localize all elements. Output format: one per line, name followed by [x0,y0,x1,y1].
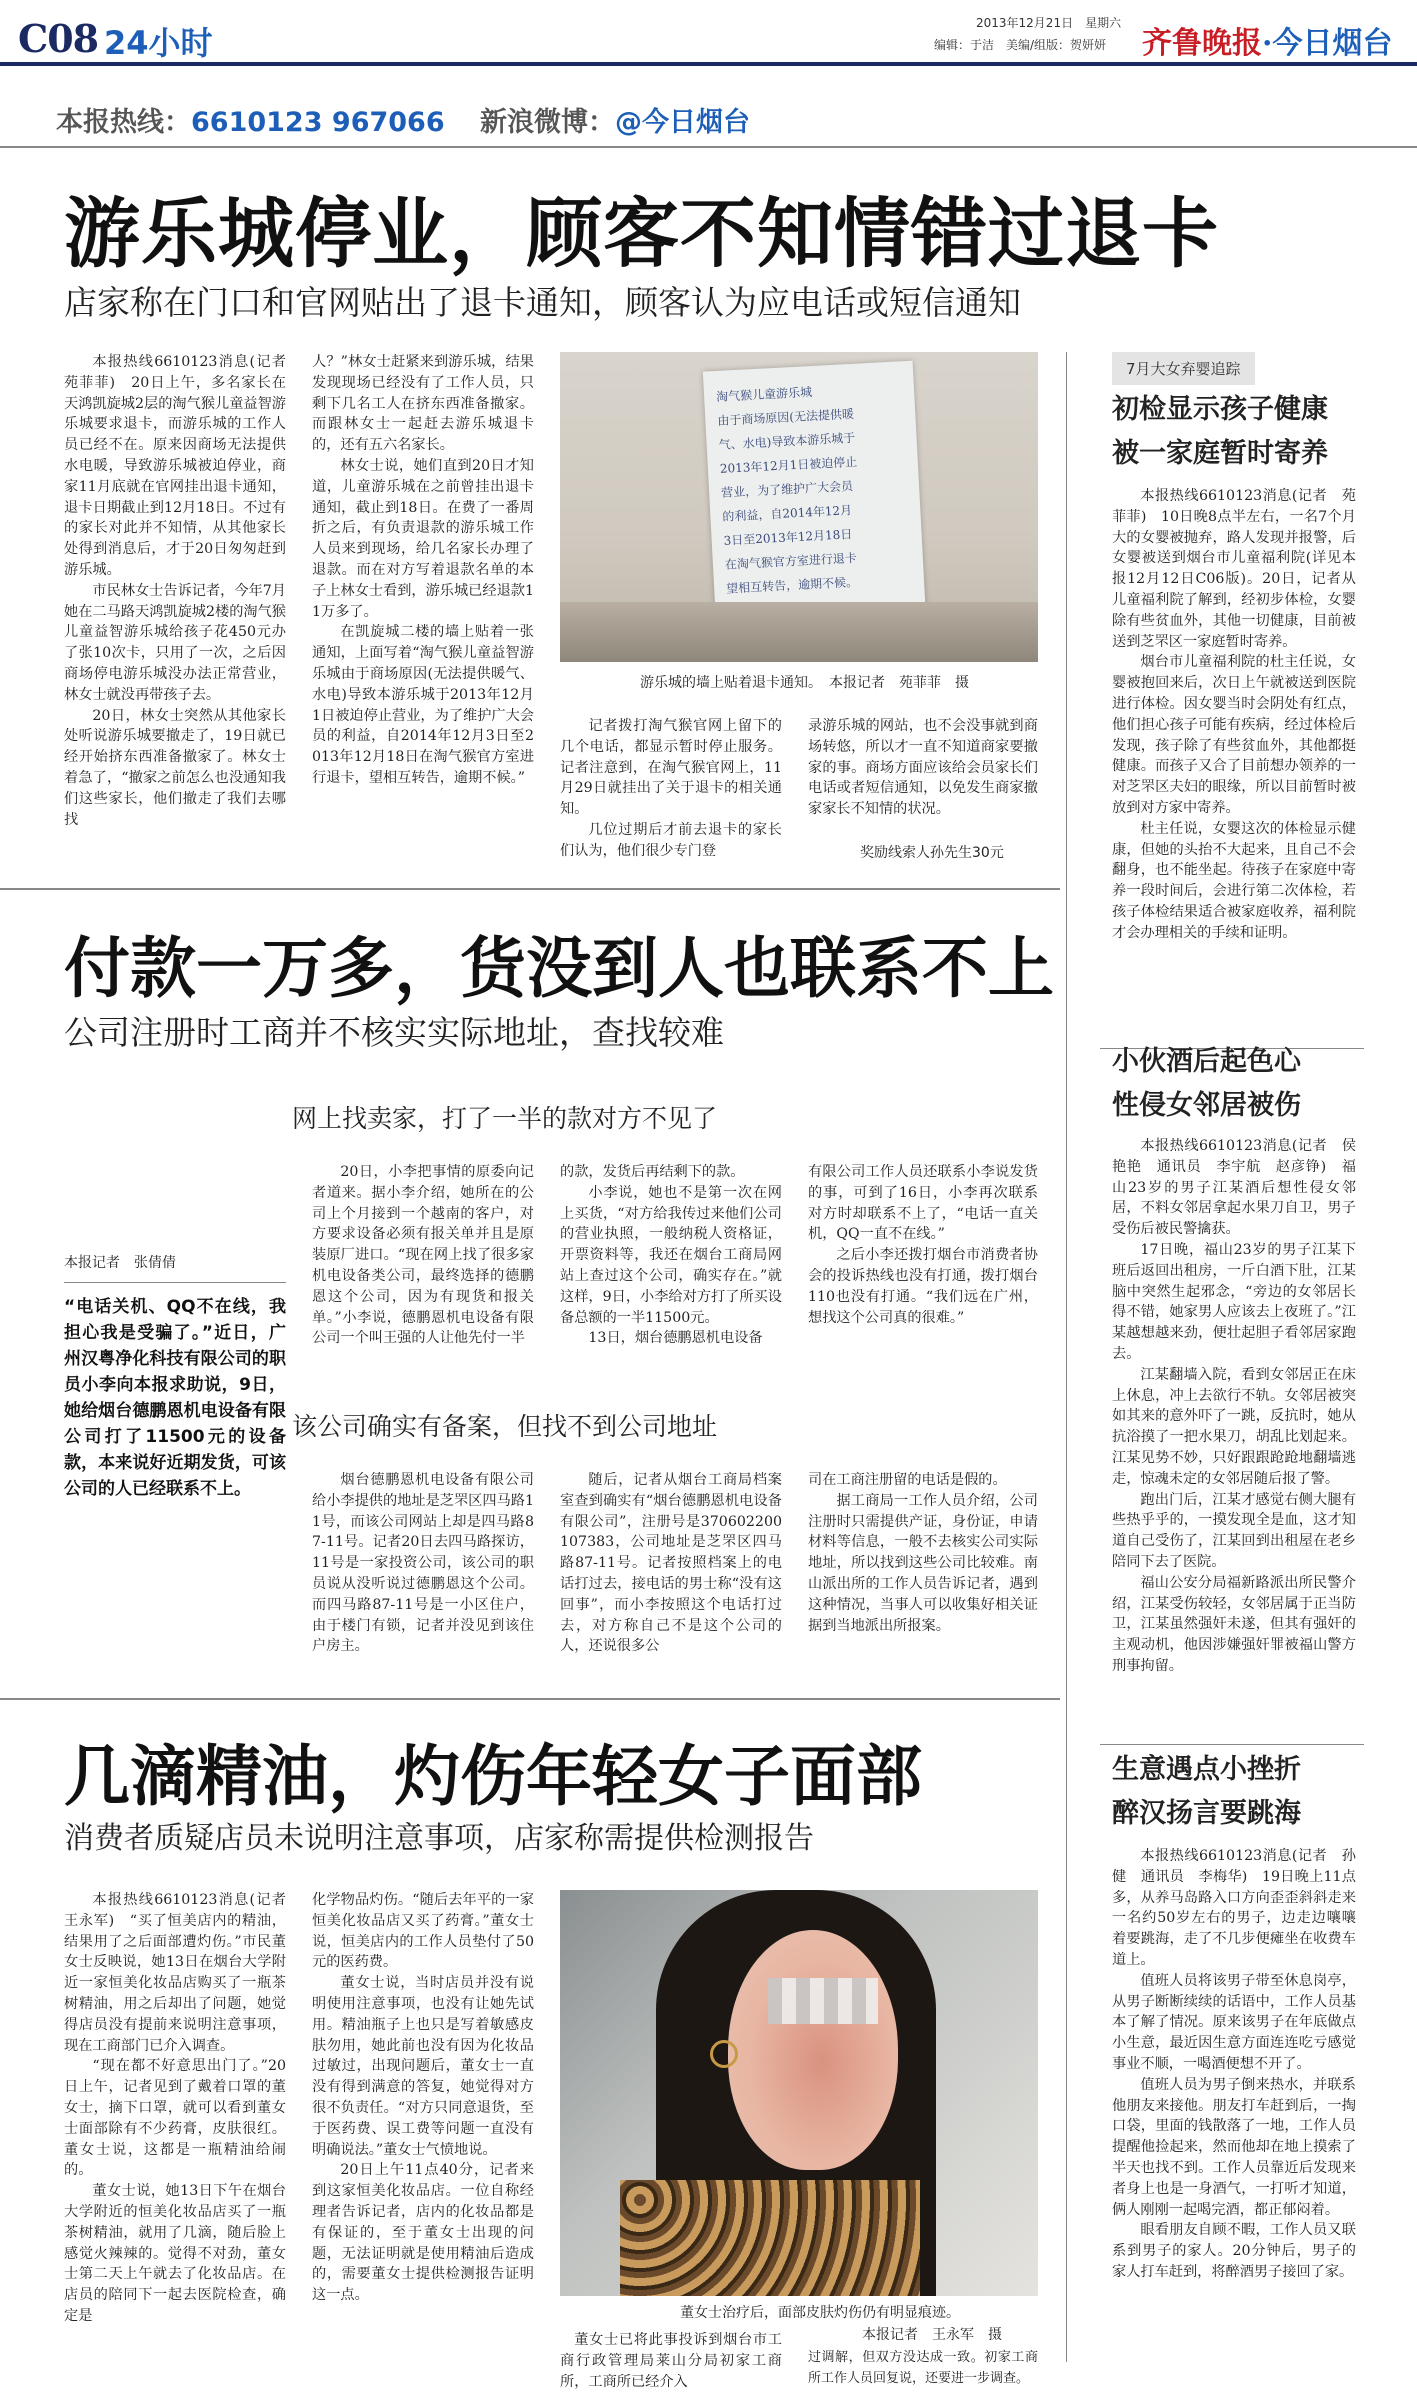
sidebar-divider [1066,352,1067,2362]
story1-divider [0,888,1060,890]
paragraph: 值班人员为男子倒来热水，并联系他朋友来接他。朋友打车赶到后，一掏口袋，里面的钱散落了一地，工作人员提醒他捡起来，然而他却在地上摸索了半天也找不到。工作人员靠近后发现来者身上也是一身酒气，一打听才知道，俩人刚刚一起喝完酒，都正郁闷着。 [1112,2076,1356,2218]
photo-eye-mosaic [768,1978,878,2024]
story2-sub1-col1 [312,1162,534,1402]
paragraph: 记者拨打淘气猴官网上留下的几个电话，都显示暂时停止服务。记者注意到，在淘气猴官网上，11月29日就挂出了关于退卡的相关通知。 [560,718,782,818]
headline-line: 性侵女邻居被伤 [1112,1090,1301,1121]
headline-line: 生意遇点小挫折 [1112,1754,1301,1785]
notice-line: 3日至2013年12月18日 [723,527,853,548]
weibo-label: 新浪微博： [480,107,616,138]
hotline-label: 本报热线： [56,107,191,138]
story3-col1 [64,1890,301,2368]
paragraph: 几位过期后才前去退卡的家长们认为，他们很少专门登 [560,821,782,859]
photo-scarf [620,2180,920,2296]
sidebar-item1-body [1112,486,1356,1044]
brand-name: 齐鲁晚报 [1142,26,1262,61]
sidebar-item2-body [1112,1136,1356,1740]
brand-logo [1142,18,1392,62]
date-line: 2013年12月21日 星期六 [976,16,1122,30]
masthead-rule [0,62,1417,66]
paragraph: “现在都不好意思出门了。”20日上午，记者见到了戴着口罩的董女士，摘下口罩，就可以看到董女士面部除有不少药膏，皮肤很红。董女士说，这都是一瓶精油给闹的。 [64,2058,286,2179]
photo-earring [710,2040,738,2068]
paragraph: 20日上午11点40分，记者来到这家恒美化妆品店。一位自称经理者告诉记者，店内的化妆品都是有保证的，至于董女士出现的问题，无法证明就是使用精油后造成的，需要董女士提供检测报告证明这一点。 [312,2162,534,2304]
paragraph: 市民林女士告诉记者，今年7月她在二马路天鸿凯旋城2楼的淘气猴儿童益智游乐城给孩子花450元办了张10次卡，只用了一次，之后因商场停电游乐城没办法正常营业，林女士就没再带孩子去。 [64,582,286,703]
headline-line: 被一家庭暂时寄养 [1112,438,1328,469]
notice-line: 由于商场原因(无法提供暖 [717,406,855,428]
story2-sub2-col1 [312,1470,534,1684]
paragraph: 本报热线6610123消息(记者 孙健 通讯员 李梅华) 19日晚上11点多，从养马岛路入口方向歪歪斜斜走来一名约50岁左右的男子，边走边嚷嚷着要跳海，走了不几步便瘫坐在收费车道上。 [1112,1848,1356,1968]
paragraph: 烟台德鹏恩机电设备有限公司给小李提供的地址是芝罘区四马路11号，而该公司网站上却是四马路87-11号。记者20日去四马路探访，11号是一家投资公司，该公司的职员说从没听说过德鹏恩这个公司。而四马路87-11号是一小区住户，由于楼门有锁，记者并没见到该住户房主。 [312,1472,534,1655]
story2-sub1-col3 [808,1162,1038,1402]
notice-line: 在淘气猴官方室进行退卡 [724,550,858,572]
paragraph: 杜主任说，女婴这次的体检显示健康，但她的头抬不大起来，且自己不会翻身，也不能坐起。待孩子在家庭中寄养一段时间后，会进行第二次体检，若孩子体检结果适合被家庭收养，福利院才会办理相关的手续和证明。 [1112,820,1356,941]
paragraph: 本报热线6610123消息(记者 王永军) “买了恒美店内的精油，结果用了之后面部遭灼伤。”市民董女士反映说，她13日在烟台大学附近一家恒美化妆品店购买了一瓶茶树精油，用之后却出了问题，她觉得店员没有提前来说明注意事项，现在工商部门已介入调查。 [64,1892,301,2054]
page-number: C08 [18,16,99,61]
sidebar-item1-headline [1112,388,1328,476]
photo-face [728,1930,898,2170]
paragraph: 董女士已将此事投诉到烟台市工商行政管理局莱山分局初家工商所，工商所已经介入 [560,2332,782,2390]
story1-reward: 奖励线索人孙先生30元 [860,845,1004,861]
story2-byline: 本报记者 张倩倩 [64,1255,176,1271]
story2-subhead2: 该公司确实有备案，但找不到公司地址 [292,1412,718,1441]
story3-deck: 消费者质疑店员未说明注意事项，店家称需提供检测报告 [64,1821,814,1856]
headline-line: 小伙酒后起色心 [1112,1046,1301,1077]
paragraph: 20日，林女士突然从其他家长处听说游乐城要撤走了，19日就已经开始挤东西准备撤家了。林女士着急了，“撤家之前怎么也没通知我们这些家长，他们撤走了我们去哪找 [64,707,286,828]
paragraph: 过调解，但双方没达成一致。初家工商所工作人员回复说，还要进一步调查。 [808,2350,1038,2386]
paragraph: 本报热线6610123消息(记者 苑菲菲) 10日晚8点半左右，一名7个月大的女婴被抛弃，路人发现并报警，后女婴被送到烟台市儿童福利院(详见本报12月12日C06版)。20日，记者从儿童福利院了解到，经初步体检，女婴除有些贫血外，其他一切健康，目前被送到芝罘区一家庭暂时寄养。 [1112,488,1356,650]
headline-line: 初检显示孩子健康 [1112,394,1328,425]
story3-photo-credit: 本报记者 王永军 摄 [862,2327,1002,2343]
paragraph: 之后小李还拨打烟台市消费者协会的投诉热线也没有打通，拨打烟台110也没有打通。“我们远在广州，想找这个公司真的很难。” [808,1247,1038,1326]
paragraph: 据工商局一工作人员介绍，公司注册时只需提供产证，身份证，申请材料等信息，一般不去核实公司实际地址，所以找到这些公司比较难。南山派出所的工作人员告诉记者，遇到这种情况，当事人可以收集好相关证据到当地派出所报案。 [808,1492,1038,1634]
story2-headline: 付款一万多，货没到人也联系不上 [64,930,1054,1007]
paragraph: 本报热线6610123消息(记者 侯艳艳 通讯员 李宇航 赵彦铮) 福山23岁的男子江某酒后想性侵女邻居，不料女邻居拿起水果刀自卫，男子受伤后被民警擒获。 [1112,1138,1356,1238]
paragraph: 本报热线6610123消息(记者 苑菲菲) 20日上午，多名家长在天鸿凯旋城2层的淘气猴儿童益智游乐城要求退卡，而游乐城的工作人员已经不在。原来因商场无法提供水电暖，导致游乐城被迫停业，商家11月底就在官网挂出退卡通知，退卡日期截止到12月18日。不过有的家长对此并不知情，从其他家长处得到消息后，才于20日匆匆赶到游乐城。 [64,354,301,578]
sidebar-tag: 7月大女弃婴追踪 [1112,352,1255,385]
sidebar-item2-headline [1112,1030,1301,1128]
story1-photo-caption: 游乐城的墙上贴着退卡通知。 本报记者 苑菲菲 摄 [640,675,969,691]
notice-line: 气、水电)导致本游乐城于 [718,430,856,452]
notice-line: 望相互转告，逾期不候。 [725,574,859,596]
paragraph: 小李说，她也不是第一次在网上买货，“对方给我传过来他们公司的营业执照，一般纳税人资格证，开票资料等，我还在烟台工商局网站上查过这个公司，确实存在。”就这样，9日，小李给对方打了所买设备总额的一半11500元。 [560,1184,782,1326]
story3-headline: 几滴精油，灼伤年轻女子面部 [64,1738,922,1815]
section-title: 24小时 [104,24,213,62]
paragraph: 人？”林女士赶紧来到游乐城，结果发现现场已经没有了工作人员，只剩下几名工人在挤东西准备撤家。而跟林女士一起赶去游乐城退卡的，还有五六名家长。 [312,354,534,454]
notice-line: 2013年12月1日被迫停止 [719,454,858,476]
hotline-numbers: 6610123 967066 [191,107,445,138]
story1-col4 [808,716,1038,838]
brand-sub: ·今日烟台 [1262,26,1393,61]
notice-line: 淘气猴儿童游乐城 [715,385,813,405]
paragraph: 林女士说，她们直到20日才知道，儿童游乐城在之前曾挂出退卡通知，截止到18日。在费了一番周折之后，有负责退款的游乐城工作人员来到现场，给几名家长办理了退款。而在对方写着退款名单的本子上林女士看到，游乐城已经退款11万多了。 [312,457,534,620]
story3-photo [560,1890,1038,2296]
paragraph: 录游乐城的网站，也不会没事就到商场转悠，所以才一直不知道商家要撤家的事。商场方面应该给会员家长们电话或者短信通知，以免发生商家撤家家长不知情的状况。 [808,718,1038,818]
paragraph: 眼看朋友自顾不暇，工作人员又联系到男子的家人。20分钟后，男子的家人打车赶到，将醉酒男子接回了家。 [1112,2222,1356,2280]
paragraph: 随后，记者从烟台工商局档案室查到确实有“烟台德鹏恩机电设备有限公司”，注册号是370602200107383，公司地址是芝罘区四马路87-11号。记者按照档案上的电话打过去，接电话的男士称“没有这回事”，而小李按照这个电话打过去，对方称自己不是这个公司的人，还说很多公 [560,1472,782,1655]
story3-col2 [312,1890,534,2368]
story1-col2 [312,352,534,860]
paragraph: 董女士说，她13日下午在烟台大学附近的恒美化妆品店买了一瓶茶树精油，就用了几滴，随后脸上感觉火辣辣的。觉得不对劲，董女士第二天上午就去了化妆品店。在店员的陪同下一起去医院检查，确定是 [64,2183,286,2324]
story1-deck: 店家称在门口和官网贴出了退卡通知，顾客认为应电话或短信通知 [64,283,1021,322]
story2-sub2-col3 [808,1470,1038,1684]
paragraph: 福山公安分局福新路派出所民警介绍，江某受伤较轻，女邻居属于正当防卫，江某虽然强奸未遂，但其有强奸的主观动机，他因涉嫌强奸罪被福山警方刑事拘留。 [1112,1574,1356,1674]
byline-rule [64,1282,286,1283]
paragraph: 江某翻墙入院，看到女邻居正在床上休息，冲上去欲行不轨。女邻居被突如其来的意外吓了一跳，反抗时，她从抗浴摸了一把水果刀，胡乱比划起来。江某见势不妙，只好跟跟跄跄地翻墙逃走，惊魂未定的女邻居随后报了警。 [1112,1366,1356,1487]
sidebar-item3-headline [1112,1744,1301,1836]
paragraph: 跑出门后，江某才感觉右侧大腿有些热乎乎的，一摸发现全是血，这才知道自己受伤了，江某回到出租屋在老乡陪同下去了医院。 [1112,1491,1356,1570]
paragraph: 烟台市儿童福利院的杜主任说，女婴被抱回来后，次日上午就被送到医院进行体检。因女婴当时会阴处有红点，他们担心孩子可能有疾病，经过体检后发现，孩子除了有些贫血外，其他都挺健康。而孩子又合了目前想办领养的一对芝罘区夫妇的眼缘，所以目前暂时被放到对方家中寄养。 [1112,654,1356,816]
paragraph: 20日，小李把事情的原委向记者道来。据小李介绍，她所在的公司上个月接到一个越南的客户，对方要求设备必须有报关单并且是原装原厂进口。“现在网上找了很多家机电设备类公司，最终选择的德鹏恩这个公司，因为有现货和报关单。”小李说，德鹏恩机电设备有限公司一个叫王强的人让他先付一半 [312,1164,534,1347]
paragraph: 值班人员将该男子带至休息岗亭，从男子断断续续的话语中，工作人员基本了解了情况。原来该男子在年底做点小生意，最近因生意方面连连吃亏感觉事业不顺，一喝酒便想不开了。 [1112,1972,1356,2072]
story1-col3 [560,716,782,860]
paragraph: 13日，烟台德鹏恩机电设备 [588,1330,763,1347]
paragraph: 董女士说，当时店员并没有说明使用注意事项，也没有让她先试用。精油瓶子上也只是写着敏感皮肤勿用，她此前也没有因为化妆品过敏过，出现问题后，董女士一直没有得到满意的答复，她觉得对方很不负责任。“对方只同意退货，至于医药费、误工费等问题一直没有明确说法。”董女士气愤地说。 [312,1975,534,2158]
story2-subhead1: 网上找卖家，打了一半的款对方不见了 [292,1104,718,1133]
story1-col1 [64,352,301,860]
story3-col4 [808,2348,1038,2386]
story2-divider [0,1698,1060,1700]
headline-line: 醉汉扬言要跳海 [1112,1798,1301,1829]
story3-photo-caption: 董女士治疗后，面部皮肤灼伤仍有明显痕迹。 [680,2305,960,2321]
notice-line: 营业，为了维护广大会员 [720,478,854,500]
weibo-handle: @今日烟台 [615,107,751,138]
hotline-bar [56,100,750,139]
story1-photo [560,352,1038,662]
story2-lead: “电话关机、QQ不在线，我担心我是受骗了。”近日，广州汉粤净化科技有限公司的职员小李向本报求助说，9日，她给烟台德鹏恩机电设备有限公司打了11500元的设备款，本来说好近期发货，可该公司的人已经联系不上。 [64,1297,286,1499]
wall-shelf [560,602,1038,662]
story2-sub2-col2 [560,1470,782,1684]
paragraph: 化学物品灼伤。“随后去年平的一家恒美化妆品店又买了药膏。”董女士说，恒美店内的工作人员垫付了50元的医药费。 [312,1892,534,1971]
story1-headline: 游乐城停业，顾客不知情错过退卡 [64,189,1219,278]
editors-line: 编辑：于洁 美编/组版：贺妍妍 [934,38,1107,52]
paragraph: 17日晚，福山23岁的男子江某下班后返回出租房，一斤白酒下肚，江某脑中突然生起邪念，“旁边的女邻居长得不错，她家男人应该去上夜班了。”江某越想越来劲，便壮起胆子看邻居家跑去。 [1112,1241,1356,1362]
story3-col3 [560,2330,782,2390]
hotline-rule [0,146,1417,148]
sidebar-item3-body [1112,1846,1356,2372]
paragraph: 的款，发货后再结剩下的款。 [560,1164,745,1180]
story2-deck: 公司注册时工商并不核实实际地址，查找较难 [64,1013,724,1052]
paragraph: 司在工商注册留的电话是假的。 [808,1472,1007,1488]
story2-sub1-col2 [560,1162,782,1402]
paragraph: 有限公司工作人员还联系小李说发货的事，可到了16日，小李再次联系对方时却联系不上了，“电话一直关机，QQ一直不在线。” [808,1164,1038,1243]
notice-line: 的利益，自2014年12月 [722,503,853,524]
paragraph: 在凯旋城二楼的墙上贴着一张通知，上面写着“淘气猴儿童益智游乐城由于商场原因(无法提供暖气、水电)导致本游乐城于2013年12月1日被迫停止营业，为了维护广大会员的利益，自2014年12月3日至2013年12月18日在淘气猴官方室进行退卡，望相互转告，逾期不候。” [312,624,534,786]
